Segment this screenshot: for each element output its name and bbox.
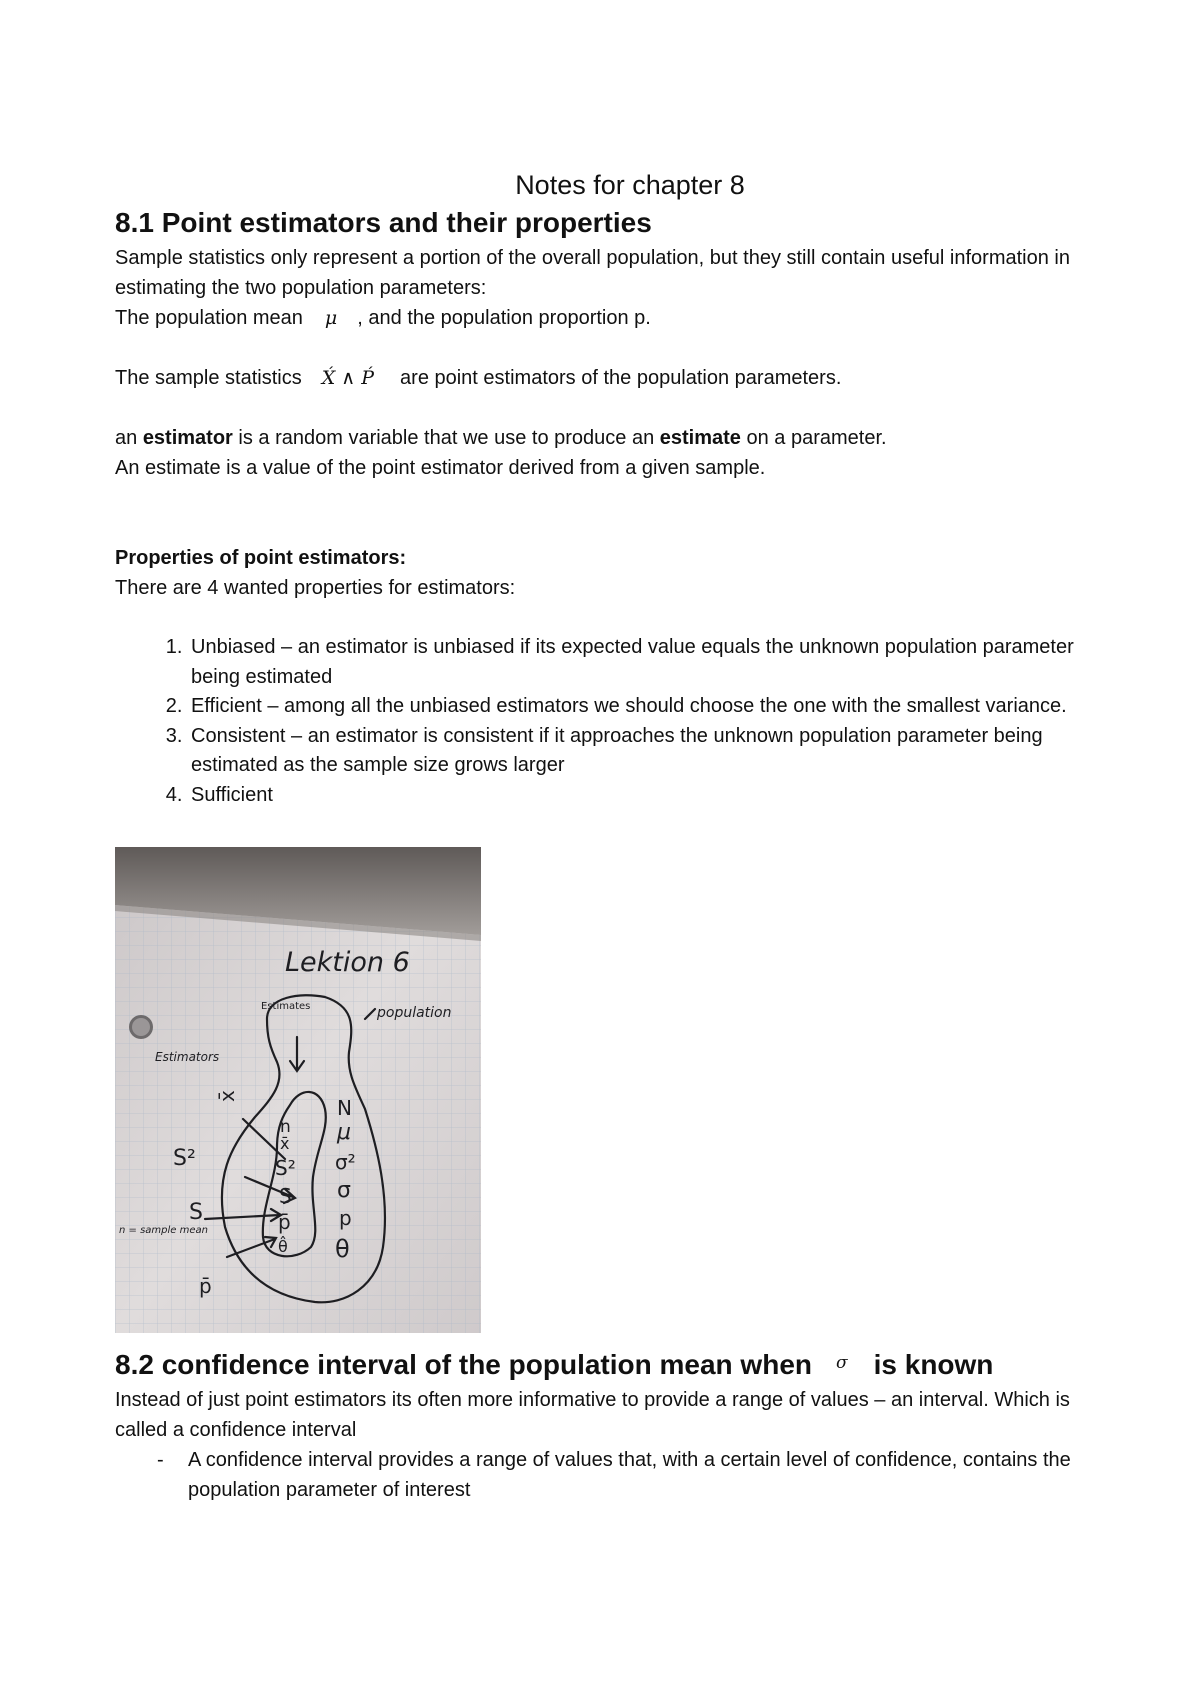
document-page bbox=[115, 170, 1115, 810]
list-item: 4. Sufficient bbox=[188, 781, 1115, 811]
text-fragment: is a random variable that we use to produce an bbox=[232, 427, 660, 449]
handwriting-s-left: S bbox=[189, 1200, 203, 1225]
paragraph-confidence-interval: Instead of just point estimators its often more informative to provide a range of values – an interval. Which is called a confidence interval bbox=[115, 1389, 1070, 1441]
handwriting-sigma2: σ² bbox=[335, 1150, 356, 1174]
bold-term-estimate: estimate bbox=[659, 427, 741, 449]
handwriting-pbar-left: p̄ bbox=[199, 1274, 212, 1298]
x-and-p-symbols: X́ ∧ Ṕ bbox=[321, 367, 375, 389]
text-fragment: is known bbox=[873, 1349, 994, 1380]
list-item: 1. Unbiased – an estimator is unbiased if its expected value equals the unknown population parameter being estimated bbox=[188, 633, 1115, 692]
paragraph-estimator-definition bbox=[115, 423, 1115, 453]
page-title: Notes for chapter 8 bbox=[515, 170, 745, 200]
sigma-symbol: σ bbox=[836, 1353, 848, 1373]
list-item: - A confidence interval provides a range of values that, with a certain level of confidence, contains the population parameter of interest bbox=[115, 1445, 1115, 1505]
handwritten-notes-photo bbox=[115, 847, 481, 1333]
list-item: 3. Consistent – an estimator is consistent if it approaches the unknown population parameter being estimated as the sample size grows larger bbox=[188, 722, 1115, 781]
text-fragment: The population mean bbox=[115, 307, 303, 329]
paragraph-estimate-definition: An estimate is a value of the point estimator derived from a given sample. bbox=[115, 457, 766, 479]
handwriting-sigma: σ bbox=[337, 1178, 351, 1203]
handwriting-s2-left: S² bbox=[173, 1146, 196, 1171]
handwriting-pbar: p̄ bbox=[278, 1210, 291, 1234]
paragraph-sample-statistics: Sample statistics only represent a portion of the overall population, but they still contain useful information in estimating the two population parameters: bbox=[115, 247, 1070, 299]
handwriting-xbar: x̄ bbox=[280, 1134, 290, 1153]
handwriting-estimates: Estimates bbox=[261, 1001, 311, 1012]
section-8-1-heading: 8.1 Point estimators and their properties bbox=[115, 207, 652, 238]
text-fragment: The sample statistics bbox=[115, 367, 302, 389]
handwriting-thetahat: θ̂ bbox=[278, 1237, 288, 1256]
properties-list bbox=[115, 633, 1115, 810]
properties-intro: There are 4 wanted properties for estimators: bbox=[115, 577, 516, 599]
handwriting-n: n bbox=[280, 1117, 291, 1137]
text-fragment: 8.2 confidence interval of the population mean when bbox=[115, 1349, 812, 1380]
text-fragment: , and the population proportion p. bbox=[357, 307, 651, 329]
bold-heading: Properties of point estimators: bbox=[115, 547, 407, 569]
mu-symbol: μ bbox=[324, 307, 338, 329]
handwriting-s2: S² bbox=[275, 1156, 296, 1180]
text-fragment: on a parameter. bbox=[740, 427, 887, 449]
handwriting-xbar-left: x̄ bbox=[215, 1090, 239, 1102]
paragraph-sample-statistics-estimators bbox=[115, 363, 1115, 393]
handwriting-mu: μ bbox=[337, 1120, 351, 1145]
text-fragment: are point estimators of the population parameters. bbox=[400, 367, 842, 389]
handwriting-lektion: Lektion 6 bbox=[285, 947, 410, 978]
section-8-2-heading bbox=[115, 1343, 1115, 1385]
handwriting-estimators: Estimators bbox=[155, 1050, 220, 1064]
handwriting-n-sample-mean: n = sample mean bbox=[119, 1225, 208, 1236]
confidence-interval-list bbox=[115, 1445, 1115, 1505]
paragraph-population-mean bbox=[115, 303, 1115, 333]
bold-term-estimator: estimator bbox=[142, 427, 233, 449]
text-fragment: an bbox=[115, 427, 143, 449]
properties-heading bbox=[115, 543, 1115, 573]
handwriting-s: S bbox=[279, 1184, 292, 1208]
handwriting-theta: θ bbox=[335, 1235, 350, 1263]
list-item: 2. Efficient – among all the unbiased estimators we should choose the one with the smallest variance. bbox=[188, 692, 1115, 722]
handwriting-p: p bbox=[339, 1206, 352, 1230]
section-8-2 bbox=[115, 1343, 1115, 1505]
handwriting-N: N bbox=[337, 1096, 352, 1120]
handwriting-population: population bbox=[377, 1005, 452, 1021]
